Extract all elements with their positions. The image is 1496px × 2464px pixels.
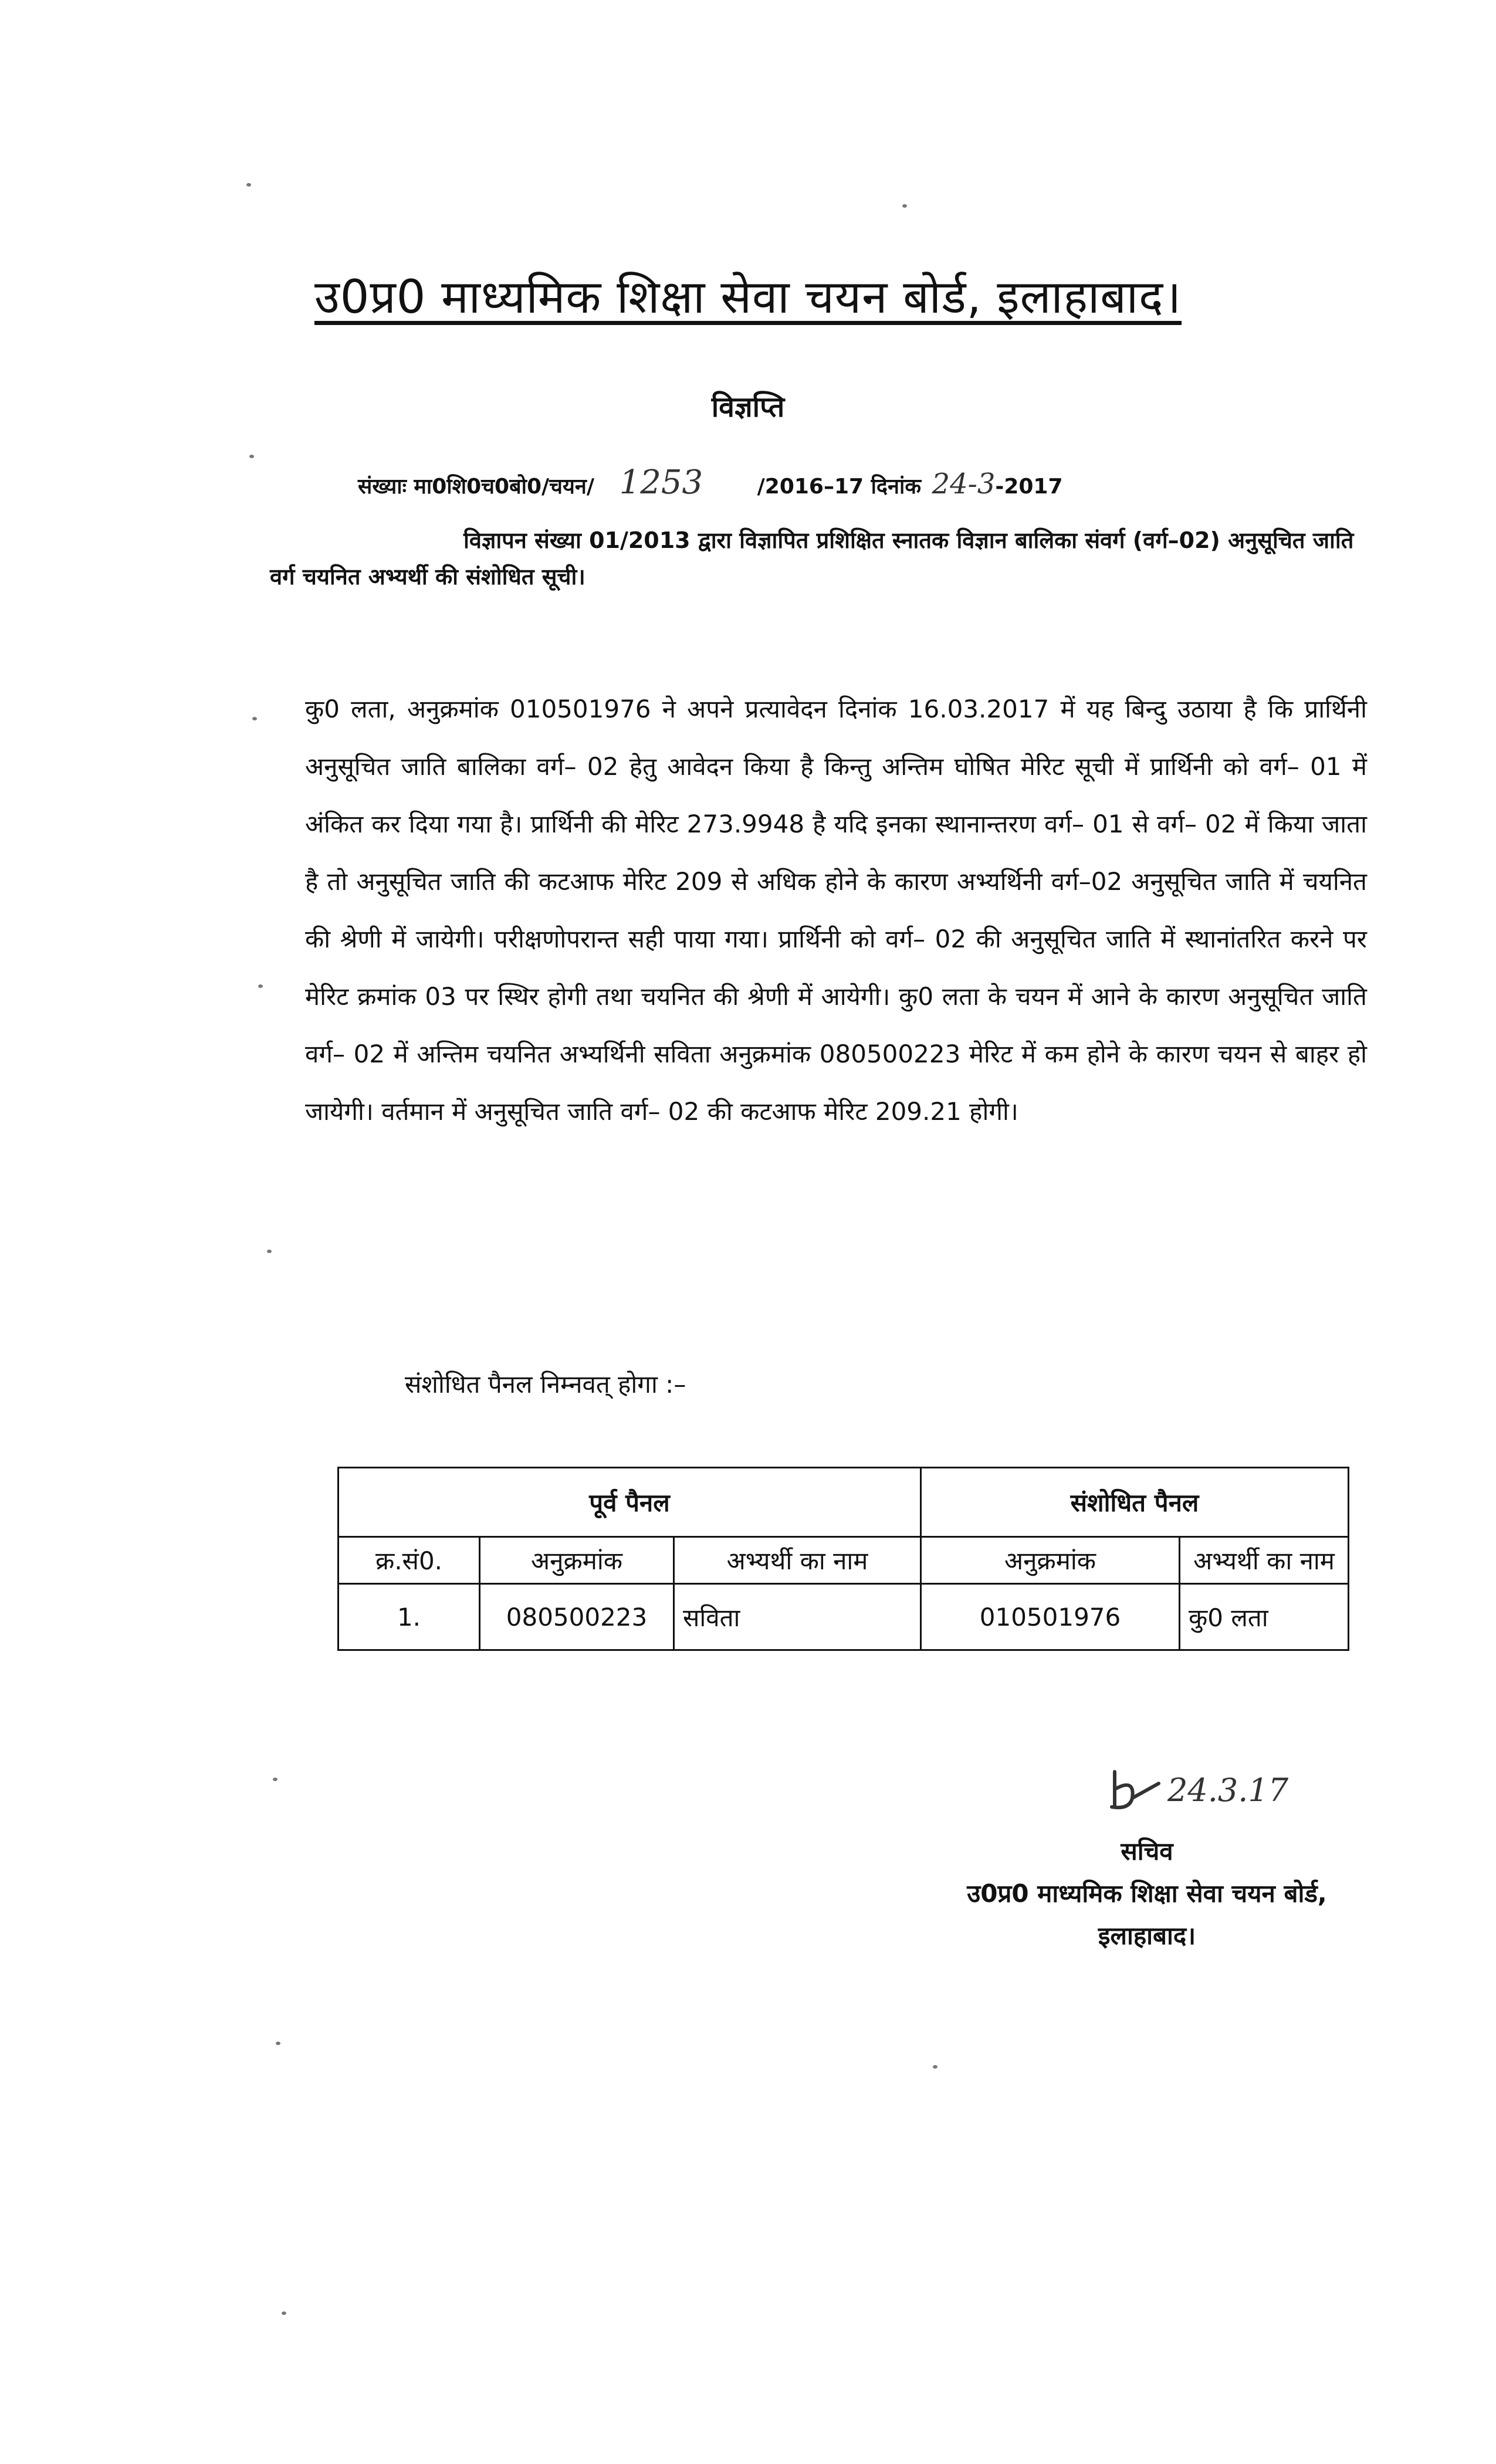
cell-name-prev: सविता — [674, 1584, 921, 1650]
reference-date-handwritten: 24-3 — [932, 468, 996, 500]
page-title: उ0प्र0 माध्यमिक शिक्षा सेवा चयन बोर्ड, इलाहाबाद। — [314, 271, 1182, 324]
group-revised-panel: संशोधित पैनल — [921, 1468, 1349, 1537]
reference-prefix: संख्याः मा0शि0च0बो0/चयन/ — [358, 475, 595, 499]
cell-roll-prev: 080500223 — [480, 1584, 674, 1650]
reference-middle: /2016–17 दिनांक — [757, 475, 921, 499]
body-paragraph: कु0 लता, अनुक्रमांक 010501976 ने अपने प्रत्यावेदन दिनांक 16.03.2017 में यह बिन्दु उठाया है कि प्रार्थिनी अनुसूचित जाति बालिका वर्ग– 02 हेतु आवेदन किया है किन्तु अन्तिम घोषित मेरिट सूची में प्रार्थिनी को वर्ग– 01 में अंकित कर दिया गया है। प्रार्थिनी की मेरिट 273.9948 है यदि इनका स्थानान्तरण वर्ग– 01 से वर्ग– 02 में किया जाता है तो अनुसूचित जाति की कटआफ मेरिट 209 से अधिक होने के कारण अभ्यर्थिनी वर्ग–02 अनुसूचित जाति में चयनित की श्रेणी में जायेगी। परीक्षणोपरान्त सही पाया गया। प्रार्थिनी को वर्ग– 02 की अनुसूचित जाति में स्थानांतरित करने पर मेरिट क्रमांक 03 पर स्थिर होगी तथा चयनित की श्रेणी में आयेगी। कु0 लता के चयन में आने के कारण अनुसूचित जाति वर्ग– 02 में अन्तिम चयनित अभ्यर्थिनी सविता अनुक्रमांक 080500223 मेरिट में कम होने के कारण चयन से बाहर हो जायेगी। वर्तमान में अनुसूचित जाति वर्ग– 02 की कटआफ मेरिट 209.21 होगी। — [305, 695, 1367, 1126]
header-roll-prev: अनुक्रमांक — [480, 1537, 674, 1584]
office-line-1: उ0प्र0 माध्यमिक शिक्षा सेवा चयन बोर्ड, — [967, 1879, 1327, 1908]
reference-suffix: -2017 — [995, 475, 1063, 499]
scan-speck — [273, 1778, 277, 1781]
header-roll-new: अनुक्रमांक — [921, 1537, 1180, 1584]
cell-roll-new: 010501976 — [921, 1584, 1180, 1650]
designation: सचिव — [1121, 1837, 1173, 1866]
header-name-new: अभ्यर्थी का नाम — [1180, 1537, 1349, 1584]
signature-date-handwritten: 24.3.17 — [1167, 1772, 1289, 1809]
group-previous-panel: पूर्व पैनल — [339, 1468, 921, 1537]
table-column-header-row — [339, 1537, 1349, 1584]
scan-speck — [933, 2065, 937, 2069]
notice-heading: विज्ञप्ति — [711, 391, 785, 424]
header-name-prev: अभ्यर्थी का नाम — [674, 1537, 921, 1584]
scan-speck — [246, 183, 251, 187]
signature-mark-icon — [1103, 1766, 1167, 1819]
scan-speck — [276, 2042, 280, 2045]
panel-intro: संशोधित पैनल निम्नवत् होगा :– — [405, 1370, 686, 1399]
scan-speck — [282, 2311, 286, 2315]
subject-text: विज्ञापन संख्या 01/2013 द्वारा विज्ञापित प्रशिक्षित स्नातक विज्ञान बालिका संवर्ग (वर्ग–02) अनुसूचित जाति वर्ग चयनित अभ्यर्थी की संशोधित सूची। — [270, 527, 1354, 590]
scan-speck — [258, 984, 263, 988]
scan-speck — [267, 1250, 272, 1253]
cell-name-new: कु0 लता — [1180, 1584, 1349, 1650]
table-group-header-row — [339, 1468, 1349, 1537]
scan-speck — [252, 717, 257, 720]
office-line-2: इलाहाबाद। — [1098, 1921, 1196, 1950]
scan-speck — [249, 455, 254, 458]
signature-block — [898, 1830, 1396, 1957]
panel-table — [337, 1467, 1349, 1651]
reference-number-handwritten: 1253 — [619, 463, 703, 502]
scan-speck — [902, 204, 907, 208]
reference-line — [358, 463, 1063, 502]
cell-sno: 1. — [339, 1584, 480, 1650]
header-sno: क्र.सं0. — [339, 1537, 480, 1584]
table-row — [339, 1584, 1349, 1650]
